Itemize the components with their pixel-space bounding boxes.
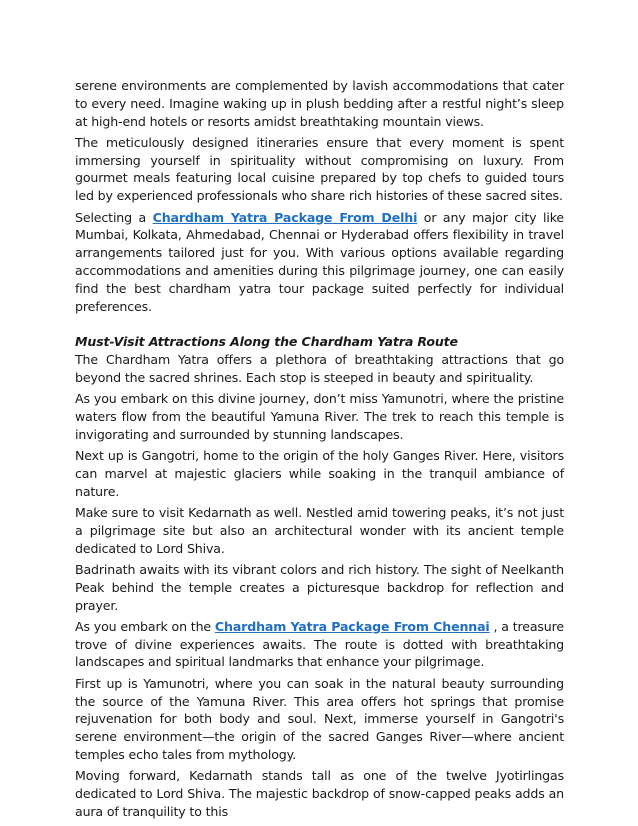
paragraph-embark-chennai [75,618,564,671]
chardham-chennai-link[interactable]: Chardham Yatra Package From Chennai [214,618,490,634]
section-heading: Must-Visit Attractions Along the Chardham Yatra Route [75,334,458,350]
paragraph-gangotri: Next up is Gangotri, home to the origin of the holy Ganges River. Here, visitors can marvel at majestic glaciers while soaking in the tranquil ambiance of nature. [75,448,564,499]
selecting-text-before: Selecting a [75,209,153,225]
paragraph-kedarnath: Make sure to visit Kedarnath as well. Nestled amid towering peaks, it’s not just a pilgrimage site but also an architectural wonder with its ancient temple dedicated to Lord Shiva. [75,505,564,556]
paragraph-itineraries: The meticulously designed itineraries ensure that every moment is spent immersing yourself in spirituality without compromising on luxury. From gourmet meals featuring local cuisine prepared by top chefs to guided tours led by experienced professionals who share rich histories of these sacred sites. [75,134,564,204]
chardham-delhi-link[interactable]: Chardham Yatra Package From Delhi [152,209,418,225]
selecting-text-after: or any major city like Mumbai, Kolkata, Ahmedabad, Chennai or Hyderabad offers flexibility in travel arrangements tailored just for you. With various options available regarding accommodations and amenities during this pilgrimage journey, one can easily find the best chardham yatra tour package suited perfectly for individual preferences. [75,209,565,314]
paragraph-attractions-intro: The Chardham Yatra offers a plethora of breathtaking attractions that go beyond the sacred shrines. Each stop is steeped in beauty and spirituality. [75,352,564,385]
paragraph-first-up: First up is Yamunotri, where you can soak in the natural beauty surrounding the source of the Yamuna River. This area offers hot springs that promise rejuvenation for both body and soul. Next, immerse yourself in Gangotri's serene environment—the origin of the sacred Ganges River—where ancient temples echo tales from mythology. [75,675,564,762]
paragraph-moving-forward: Moving forward, Kedarnath stands tall as one of the twelve Jyotirlingas dedicated to Lord Shiva. The majestic backdrop of snow-capped peaks adds an aura of tranquility to this [75,768,564,819]
paragraph-luxury-stays: serene environments are complemented by lavish accommodations that cater to every need. Imagine waking up in plush bedding after a restful night’s sleep at high-end hotels or resorts amidst breathtaking mountain views. [75,78,564,129]
embark-text-after: , a treasure trove of divine experiences awaits. The route is dotted with breathtaking landscapes and spiritual landmarks that enhance your pilgrimage. [75,618,564,670]
paragraph-selecting-package [75,209,564,316]
paragraph-yamunotri: As you embark on this divine journey, don’t miss Yamunotri, where the pristine waters flow from the beautiful Yamuna River. The trek to reach this temple is invigorating and surrounded by stunning landscapes. [75,391,564,442]
embark-text-before: As you embark on the [75,618,215,634]
paragraph-badrinath: Badrinath awaits with its vibrant colors and rich history. The sight of Neelkanth Peak behind the temple creates a picturesque backdrop for reflection and prayer. [75,561,564,613]
